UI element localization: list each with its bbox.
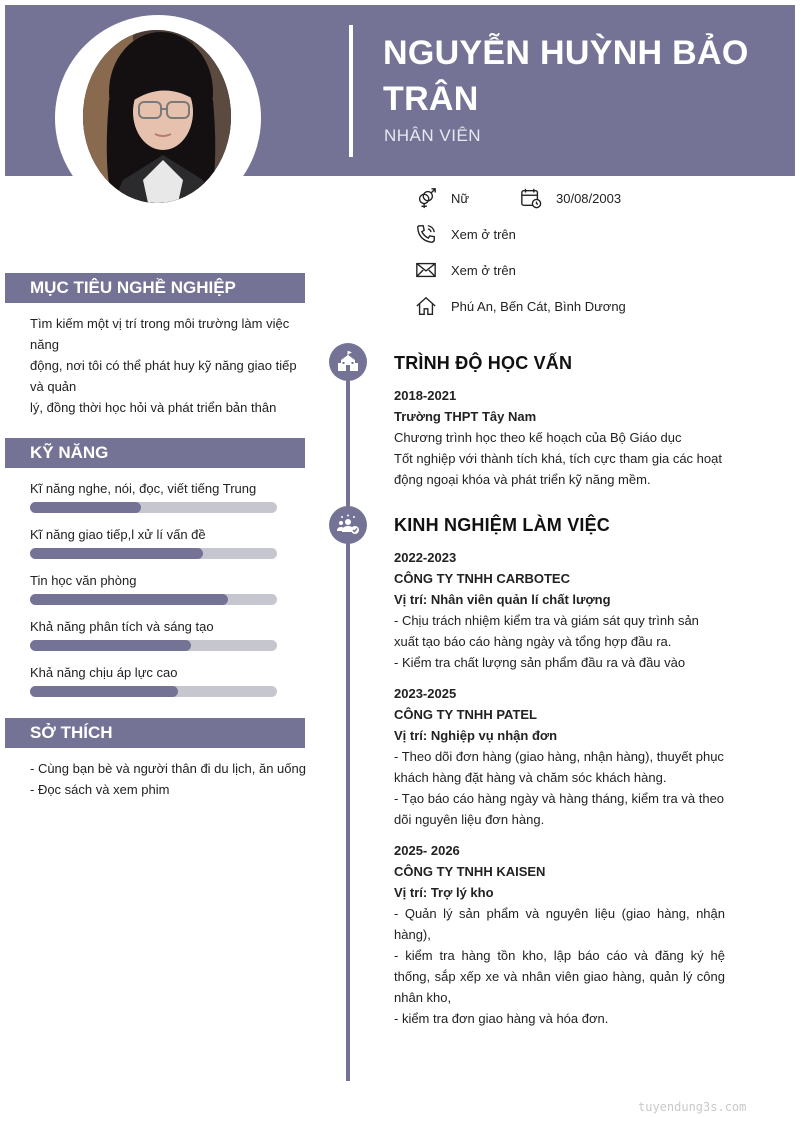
job-entry <box>394 683 725 830</box>
education-entry <box>394 385 725 490</box>
job-period: 2023-2025 <box>394 686 457 701</box>
birthday-row <box>520 187 621 209</box>
job-company: CÔNG TY TNHH KAISEN <box>394 864 546 879</box>
phone-icon <box>415 223 437 245</box>
skill-bar-fill <box>30 686 178 697</box>
skill-label: Kĩ năng nghe, nói, đọc, viết tiếng Trung <box>30 481 257 496</box>
watermark: tuyendung3s.com <box>638 1100 747 1114</box>
email-row <box>415 259 516 281</box>
objective-text <box>30 313 310 418</box>
job-line: - Kiểm tra chất lượng sản phẩm đầu ra và đầu vào <box>394 655 686 670</box>
job-line: - Tạo báo cáo hàng ngày và hàng tháng, kiểm tra và theo dõi nguyên liệu đơn hàng. <box>394 791 725 827</box>
address-row <box>415 295 626 317</box>
timeline-line <box>346 345 350 1081</box>
education-badge <box>329 343 367 381</box>
education-school: Trường THPT Tây Nam <box>394 409 537 424</box>
skill-label: Khả năng phân tích và sáng tạo <box>30 619 214 634</box>
objective-line: lý, đồng thời học hỏi và phát triển bản thân <box>30 400 277 415</box>
skill-bar-track <box>30 640 277 651</box>
skills-heading: KỸ NĂNG <box>5 438 305 468</box>
skill-bar-fill <box>30 502 141 513</box>
birthday-value: 30/08/2003 <box>556 190 622 206</box>
experience-heading: KINH NGHIỆM LÀM VIỆC <box>394 515 611 535</box>
education-line: Chương trình học theo kế hoạch của Bộ Giáo dục <box>394 430 682 445</box>
skill-bar-track <box>30 502 277 513</box>
job-line: - kiểm tra đơn giao hàng và hóa đơn. <box>394 1011 609 1026</box>
email-value: Xem ở trên <box>451 262 516 278</box>
hobbies-heading: SỞ THÍCH <box>5 718 305 748</box>
gender-icon <box>415 187 437 209</box>
job-period: 2022-2023 <box>394 550 457 565</box>
objective-heading: MỤC TIÊU NGHỀ NGHIỆP <box>5 273 305 303</box>
education-heading: TRÌNH ĐỘ HỌC VẤN <box>394 353 573 373</box>
candidate-role: NHÂN VIÊN <box>384 126 482 145</box>
job-entry <box>394 547 725 673</box>
skill-bar-fill <box>30 594 228 605</box>
objective-line: Tìm kiếm một vị trí trong môi trường làm việc năng <box>30 316 290 352</box>
job-company: CÔNG TY TNHH PATEL <box>394 707 537 722</box>
skill-label: Tin học văn phòng <box>30 573 137 588</box>
job-line: - kiểm tra hàng tồn kho, lập báo cáo và đăng ký hệ thống, sắp xếp xe và nhân viên giao hàng, quản lý công nhân kho, <box>394 948 725 1005</box>
gender-value: Nữ <box>451 190 470 206</box>
calendar-icon <box>520 187 542 209</box>
avatar <box>83 30 231 203</box>
phone-value: Xem ở trên <box>451 226 516 242</box>
skill-bar-fill <box>30 640 191 651</box>
school-icon <box>336 350 360 374</box>
hobbies-list <box>30 758 310 800</box>
education-line: Tốt nghiệp với thành tích khá, tích cực tham gia các hoạt động ngoại khóa và phát triển kỹ năng mềm. <box>394 451 722 487</box>
header-divider <box>349 25 353 157</box>
experience-badge <box>329 506 367 544</box>
skill-bar-track <box>30 686 277 697</box>
phone-row <box>415 223 516 245</box>
job-position: Vị trí: Nghiệp vụ nhận đơn <box>394 728 558 743</box>
job-line: - Theo dõi đơn hàng (giao hàng, nhận hàng), thuyết phục khách hàng đặt hàng và chăm sóc khách hàng. <box>394 749 724 785</box>
team-check-icon <box>336 513 360 537</box>
job-line: - Chịu trách nhiệm kiểm tra và giám sát quy trình sản xuất tạo báo cáo hàng ngày và tổng hợp đầu ra. <box>394 613 699 649</box>
job-line: - Quản lý sản phẩm và nguyên liệu (giao hàng, nhận hàng), <box>394 906 725 942</box>
hobby-item: - Đọc sách và xem phim <box>30 782 170 797</box>
skill-bar-track <box>30 594 277 605</box>
skill-label: Kĩ năng giao tiếp,l xử lí vấn đề <box>30 527 206 542</box>
email-icon <box>415 259 437 281</box>
education-period: 2018-2021 <box>394 388 457 403</box>
skill-bar-fill <box>30 548 203 559</box>
candidate-name: NGUYỄN HUỲNH BẢO TRÂN <box>383 34 749 118</box>
address-value: Phú An, Bến Cát, Bình Dương <box>451 298 626 314</box>
job-entry <box>394 840 725 1029</box>
objective-line: động, nơi tôi có thể phát huy kỹ năng giao tiếp và quản <box>30 358 297 394</box>
gender-row <box>415 187 469 209</box>
job-position: Vị trí: Nhân viên quản lí chất lượng <box>394 592 611 607</box>
home-icon <box>415 295 437 317</box>
hobby-item: - Cùng bạn bè và người thân đi du lịch, ăn uống <box>30 761 306 776</box>
job-company: CÔNG TY TNHH CARBOTEC <box>394 571 570 586</box>
skill-bar-track <box>30 548 277 559</box>
job-position: Vị trí: Trợ lý kho <box>394 885 494 900</box>
skill-label: Khả năng chịu áp lực cao <box>30 665 178 680</box>
job-period: 2025- 2026 <box>394 843 460 858</box>
